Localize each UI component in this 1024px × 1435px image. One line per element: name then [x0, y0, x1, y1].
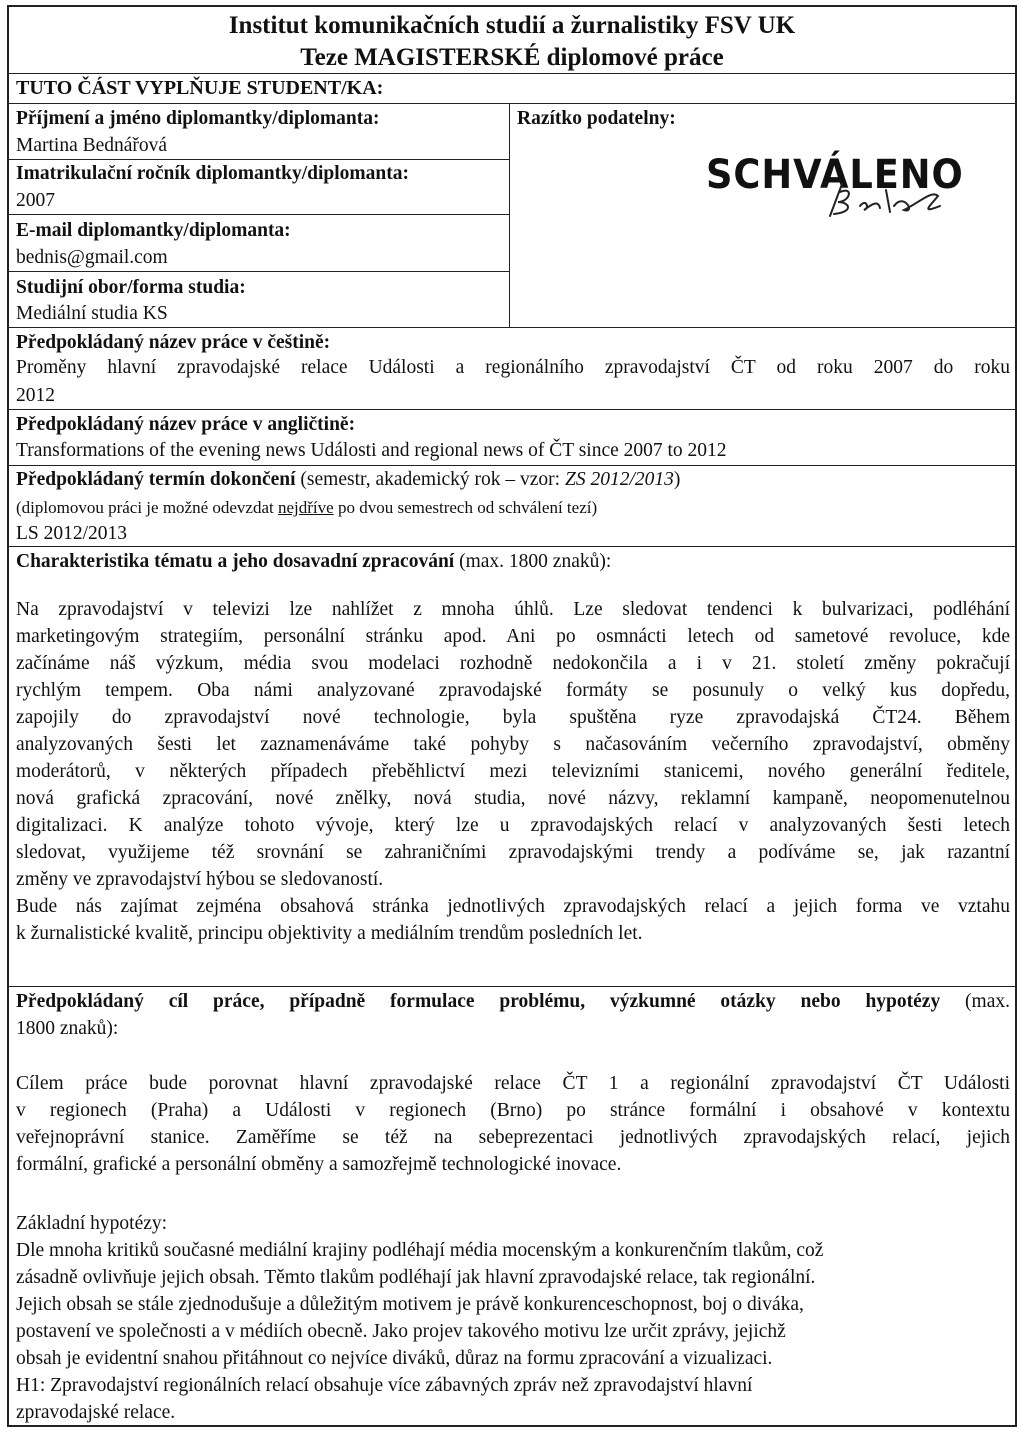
paragraph-line: digitalizaci. K analýze tohoto vývoje, který lze u zpravodajských relací v analyzovaných šesti letech [16, 815, 1010, 836]
paragraph-line: Cílem práce bude porovnat hlavní zpravodajské relace ČT 1 a regionální zpravodajství ČT Události [16, 1073, 1010, 1094]
paragraph-line: Dle mnoha kritiků současné mediální krajiny podléhají média mocenským a konkurenčním tlakům, což [16, 1240, 824, 1261]
institute-title: Institut komunikačních studií a žurnalistiky FSV UK [228, 12, 796, 39]
signature-icon [820, 180, 950, 220]
email-label: E-mail diplomantky/diplomanta: [16, 220, 291, 241]
divider [7, 465, 1017, 466]
title-cz-label: Předpokládaný název práce v češtině: [16, 332, 331, 353]
hypotheses-text [16, 1237, 1010, 1426]
characteristics-hint: (max. 1800 znaků): [454, 551, 612, 572]
study-label: Studijní obor/forma studia: [16, 277, 246, 298]
paragraph-line: Jejich obsah se stále zjednodušuje a důležitým motivem je právě konkurenceschopnost, boj o diváka, [16, 1294, 804, 1315]
paragraph-line: marketingovým strategiím, personální stránku apod. Ani po osmnácti letech od sametové revoluce, kde [16, 626, 1010, 647]
divider [7, 159, 509, 160]
title-cz-value [16, 354, 1010, 381]
divider [7, 409, 1017, 410]
paragraph-line: zapojily do zpravodajství nové technologie, byla spuštěna ryze zpravodajská ČT24. Během [16, 707, 1010, 728]
characteristics-label: Charakteristika tématu a jeho dosavadní zpracování [16, 551, 455, 572]
column-divider [509, 103, 510, 327]
paragraph-line: moderátorů, v některých případech přeběhlictví mezi televizními stanicemi, nového generální ředitele, [16, 761, 1010, 782]
characteristics-text [16, 596, 1010, 947]
paragraph-line: formální, grafické a personální obměny a samozřejmě technologické inovace. [16, 1154, 622, 1175]
title-cz-line: 2012 [16, 385, 55, 406]
term-hint: (semestr, akademický rok – vzor: [295, 469, 565, 490]
thesis-type-title: Teze MAGISTERSKÉ diplomové práce [300, 44, 724, 71]
characteristics-heading [16, 550, 611, 574]
stamp-label: Razítko podatelny: [517, 108, 676, 129]
term-note-text: po dvou semestrech od schválení tezí) [333, 498, 598, 517]
approved-stamp: SCHVÁLENO [706, 152, 964, 198]
paragraph-line: Na zpravodajství v televizi lze nahlížet z mnoha úhlů. Lze sledovat tendenci k bulvarizaci, podléhání [16, 599, 1010, 620]
paragraph-line: analyzovaných šesti let zaznamenáváme také pohyby s načasováním večerního zpravodajství, obměny [16, 734, 1010, 755]
divider [7, 546, 1017, 547]
title-en-value: Transformations of the evening news Události and regional news of ČT since 2007 to 2012 [16, 440, 727, 461]
term-label-row [16, 468, 680, 492]
paragraph-line: Bude nás zajímat zejména obsahová stránka jednotlivých zpravodajských relací a jejich forma ve vztahu [16, 896, 1010, 917]
email-value: bednis@gmail.com [16, 247, 168, 268]
term-label: Předpokládaný termín dokončení [16, 469, 296, 490]
term-note-emphasis: nejdříve [278, 498, 334, 517]
divider [7, 103, 1017, 104]
study-value: Mediální studia KS [16, 303, 168, 324]
name-label: Příjmení a jméno diplomantky/diplomanta: [16, 108, 380, 129]
paragraph-line: postavení ve společnosti a v médiích obecně. Jako projev takového motivu lze určit zprávy, jejichž [16, 1321, 786, 1342]
divider [7, 271, 509, 272]
name-value: Martina Bednářová [16, 135, 168, 156]
divider [7, 73, 1017, 74]
goal-text [16, 1070, 1010, 1178]
student-section-heading: TUTO ČÁST VYPLŇUJE STUDENT/KA: [16, 77, 384, 99]
paragraph-line: zpravodajské relace. [16, 1402, 176, 1423]
divider [7, 327, 1017, 328]
paragraph-line: sledovat, využijeme též srovnání se zahraničními zpravodajskými trendy a podíváme se, jak razantní [16, 842, 1010, 863]
paragraph-line: zásadně ovlivňuje jejich obsah. Těmto tlakům podléhají jak hlavní zpravodajské relace, tak regionální. [16, 1267, 816, 1288]
title-en-label: Předpokládaný název práce v angličtině: [16, 414, 356, 435]
goal-heading-line [16, 988, 1010, 1015]
paragraph-line: změny ve zpravodajství hýbou se sledovaností. [16, 869, 384, 890]
paragraph-line: začínáme náš výzkum, média svou modelaci rozhodně nedokončila a i v 21. století změny pokračují [16, 653, 1010, 674]
paragraph-line: rychlým tempem. Oba námi analyzované zpravodajské formáty se posunuly o velký kus dopředu, [16, 680, 1010, 701]
goal-hint: 1800 znaků): [16, 1018, 119, 1039]
term-example: ZS 2012/2013 [564, 469, 674, 490]
title-cz-line: Proměny hlavní zpravodajské relace Události a regionálního zpravodajství ČT od roku 2007 do roku [16, 357, 1010, 378]
goal-hint: (max. [940, 991, 1010, 1012]
goal-label: Předpokládaný cíl práce, případně formulace problému, výzkumné otázky nebo hypotézy [16, 991, 941, 1012]
paragraph-line: veřejnoprávní stanice. Zaměříme se též na sebeprezentaci jednotlivých zpravodajských relací, jejich [16, 1127, 1010, 1148]
term-note-text: (diplomovou práci je možné odevzdat [16, 498, 278, 517]
year-label: Imatrikulační ročník diplomantky/diplomanta: [16, 163, 409, 184]
year-value: 2007 [16, 190, 55, 211]
divider [7, 214, 509, 215]
term-note [16, 496, 597, 520]
paragraph-line: k žurnalistické kvalitě, principu objektivity a mediálním trendům posledních let. [16, 923, 643, 944]
term-hint-end: ) [673, 469, 681, 490]
term-value: LS 2012/2013 [16, 523, 128, 544]
paragraph-line: nová grafická zpracování, nové znělky, nová studia, nové názvy, reklamní kampaně, neopomenutelnou [16, 788, 1010, 809]
paragraph-line: v regionech (Praha) a Události v regionech (Brno) po stránce formální i obsahové v kontextu [16, 1100, 1010, 1121]
paragraph-line: obsah je evidentní snahou přitáhnout co nejvíce diváků, důraz na formu zpracování a vizualizaci. [16, 1348, 773, 1369]
divider [7, 986, 1017, 987]
goal-heading [16, 988, 1010, 1042]
paragraph-line: H1: Zpravodajství regionálních relací obsahuje více zábavných zpráv než zpravodajství hlavní [16, 1375, 753, 1396]
hypotheses-title: Základní hypotézy: [16, 1213, 168, 1234]
